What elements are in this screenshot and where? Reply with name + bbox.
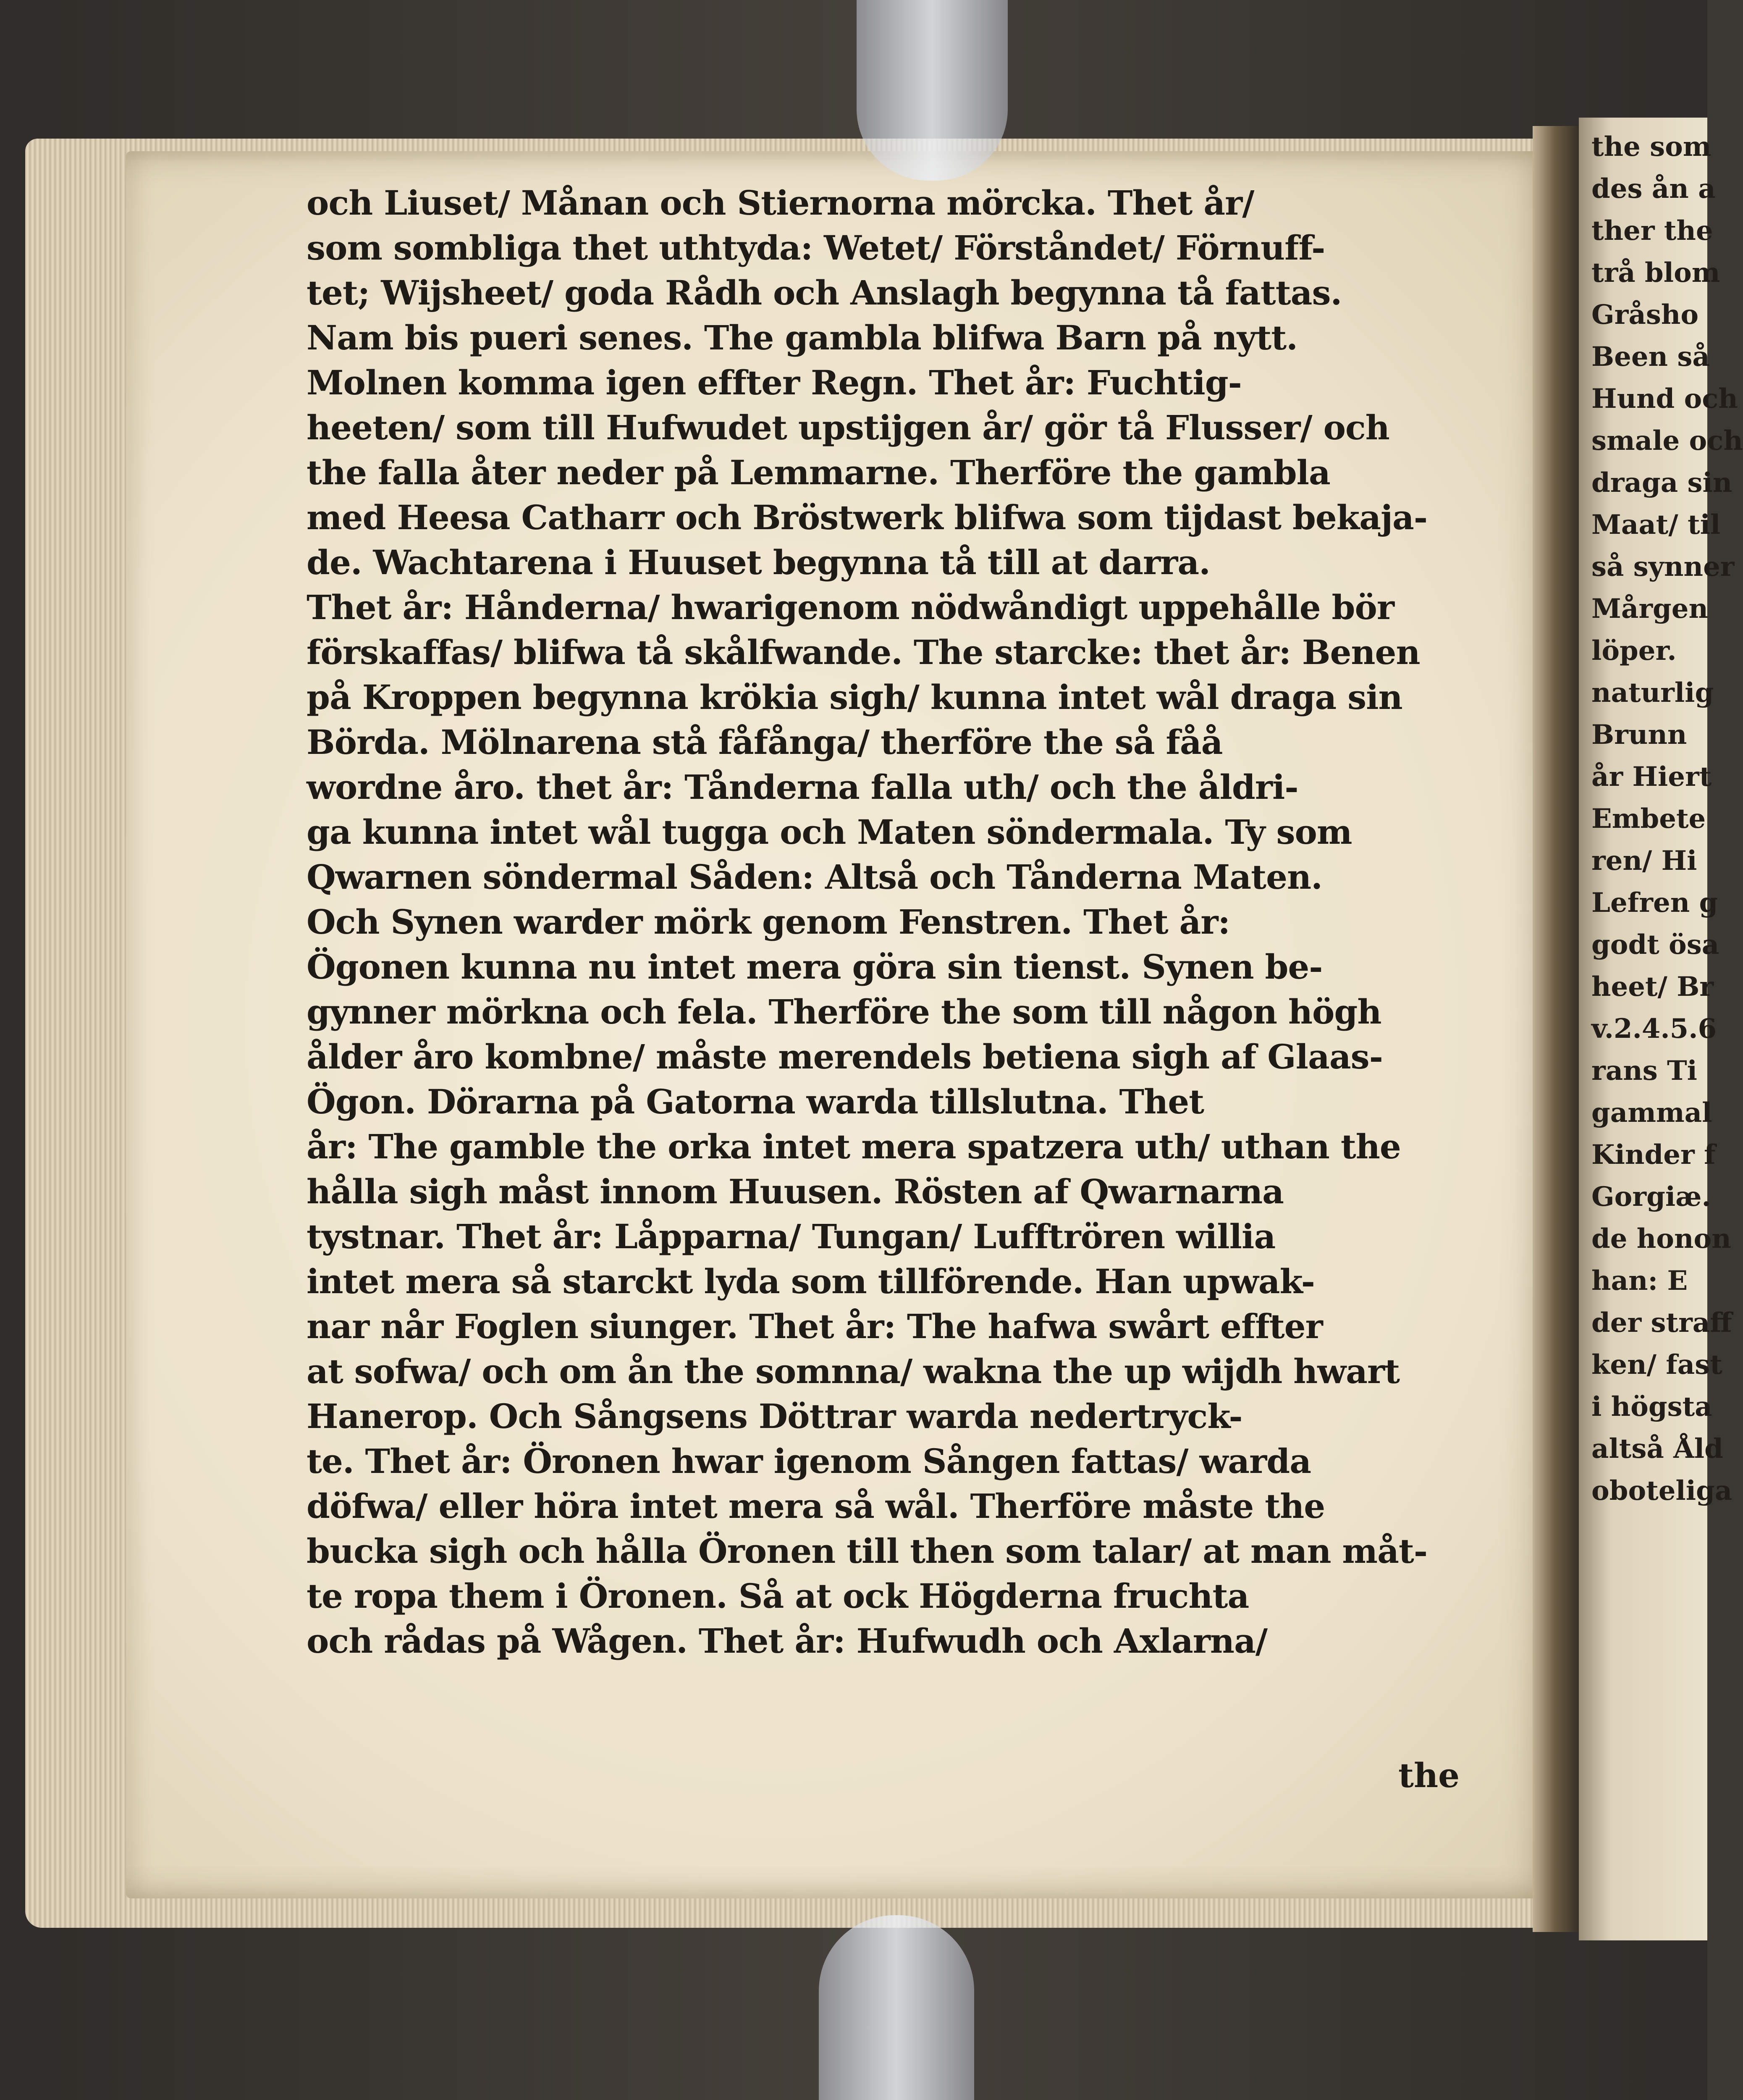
text-line: hålla sigh måst innom Huusen. Rösten af Qwarnarna — [307, 1172, 1284, 1211]
top-page-clip — [857, 0, 1008, 181]
facing-text-line: Lefren g — [1591, 887, 1718, 919]
facing-text-line: Brunn — [1591, 719, 1687, 751]
text-line: och rådas på Wågen. Thet år: Hufwudh och Axlarna/ — [307, 1621, 1268, 1661]
facing-text-line: de honon — [1591, 1223, 1731, 1255]
text-line: Ögon. Dörarna på Gatorna warda tillslutna. Thet — [307, 1082, 1204, 1121]
book-gutter — [1533, 126, 1583, 1932]
facing-text-line: godt ösa — [1591, 929, 1719, 961]
facing-text-line: v.2.4.5.6 — [1591, 1013, 1717, 1045]
text-line: Nam bis pueri senes. The gambla blifwa Barn på nytt. — [307, 318, 1298, 357]
facing-text-line: Hund och — [1591, 383, 1738, 415]
facing-text-line: Gråsho — [1591, 299, 1699, 331]
facing-text-line: Kinder f — [1591, 1139, 1716, 1171]
facing-text-line: han: E — [1591, 1265, 1688, 1297]
text-line: och Liuset/ Månan och Stiernorna mörcka. Thet år/ — [307, 183, 1254, 223]
facing-text-line: ther the — [1591, 215, 1713, 247]
facing-text-line: naturlig — [1591, 677, 1714, 709]
facing-text-line: Gorgiæ. — [1591, 1181, 1711, 1213]
text-line: ålder åro kombne/ måste merendels betiena sigh af Glaas- — [307, 1037, 1383, 1076]
text-line: Hanerop. Och Sångsens Döttrar warda nedertryck- — [307, 1396, 1242, 1436]
text-line: de. Wachtarena i Huuset begynna tå till at darra. — [307, 543, 1211, 582]
text-line: wordne åro. thet år: Tånderna falla uth/ och the åldri- — [307, 767, 1298, 807]
page-text — [307, 181, 1470, 1664]
text-line: på Kroppen begynna krökia sigh/ kunna intet wål draga sin — [307, 677, 1402, 717]
facing-text-line: Embete — [1591, 803, 1706, 835]
text-line: tystnar. Thet år: Låpparna/ Tungan/ Lufftrören willia — [307, 1217, 1276, 1256]
catchword: the — [1398, 1756, 1460, 1795]
text-line: at sofwa/ och om ån the somnna/ wakna the up wijdh hwart — [307, 1352, 1400, 1391]
text-line: som sombliga thet uthtyda: Wetet/ Förståndet/ Förnuff- — [307, 228, 1325, 268]
facing-text-line: Mårgen — [1591, 593, 1709, 625]
text-line: döfwa/ eller höra intet mera så wål. Therföre måste the — [307, 1486, 1325, 1526]
text-line: Börda. Mölnarena stå fåfånga/ therföre the så fåå — [307, 722, 1223, 762]
bottom-page-clip — [819, 1915, 974, 2100]
facing-text-line: så synner — [1591, 551, 1735, 583]
text-line: Ögonen kunna nu intet mera göra sin tienst. Synen be- — [307, 947, 1323, 987]
facing-text-line: smale och — [1591, 425, 1743, 457]
facing-text-line: ren/ Hi — [1591, 845, 1697, 877]
text-line: ga kunna intet wål tugga och Maten söndermala. Ty som — [307, 812, 1352, 852]
facing-text-line: oboteliga — [1591, 1475, 1733, 1507]
text-line: heeten/ som till Hufwudet upstijgen år/ gör tå Flusser/ och — [307, 408, 1389, 447]
text-line: nar når Foglen siunger. Thet år: The hafwa swårt effter — [307, 1307, 1323, 1346]
text-line: år: The gamble the orka intet mera spatzera uth/ uthan the — [307, 1127, 1401, 1166]
text-line: te ropa them i Öronen. Så at ock Högderna fruchta — [307, 1576, 1249, 1616]
text-line: tet; Wijsheet/ goda Rådh och Anslagh begynna tå fattas. — [307, 273, 1342, 312]
text-line: Och Synen warder mörk genom Fenstren. Thet år: — [307, 902, 1230, 942]
facing-text-line: Been så — [1591, 341, 1710, 373]
facing-page-text — [1591, 126, 1743, 1512]
text-line: gynner mörkna och fela. Therföre the som till någon högh — [307, 992, 1381, 1032]
text-line: Molnen komma igen effter Regn. Thet år: Fuchtig- — [307, 363, 1242, 402]
text-line: intet mera så starckt lyda som tillförende. Han upwak- — [307, 1262, 1315, 1301]
facing-text-line: draga sin — [1591, 467, 1733, 499]
facing-text-line: trå blom — [1591, 257, 1720, 289]
facing-text-line: des ån a — [1591, 173, 1716, 205]
facing-text-line: gammal — [1591, 1097, 1712, 1129]
text-line: Qwarnen söndermal Såden: Altså och Tånderna Maten. — [307, 857, 1322, 897]
text-line: te. Thet år: Öronen hwar igenom Sången fattas/ warda — [307, 1441, 1311, 1481]
facing-text-line: altså Åld — [1591, 1433, 1723, 1465]
text-line: Thet år: Hånderna/ hwarigenom nödwåndigt uppehålle bör — [307, 588, 1394, 627]
text-line: förskaffas/ blifwa tå skålfwande. The starcke: thet år: Benen — [307, 633, 1420, 672]
facing-text-line: heet/ Br — [1591, 971, 1714, 1003]
facing-text-line: ken/ fast — [1591, 1349, 1722, 1381]
text-line: bucka sigh och hålla Öronen till then som talar/ at man måt- — [307, 1531, 1428, 1571]
facing-text-line: i högsta — [1591, 1391, 1712, 1423]
facing-text-line: löper. — [1591, 635, 1677, 667]
facing-text-line: år Hiert — [1591, 761, 1712, 793]
text-line: the falla åter neder på Lemmarne. Therföre the gambla — [307, 453, 1330, 492]
facing-text-line: Maat/ til — [1591, 509, 1721, 541]
facing-text-line: der straff — [1591, 1307, 1732, 1339]
facing-text-line: rans Ti — [1591, 1055, 1697, 1087]
facing-text-line: the som — [1591, 131, 1712, 163]
text-line: med Heesa Catharr och Bröstwerk blifwa som tijdast bekaja- — [307, 498, 1428, 537]
